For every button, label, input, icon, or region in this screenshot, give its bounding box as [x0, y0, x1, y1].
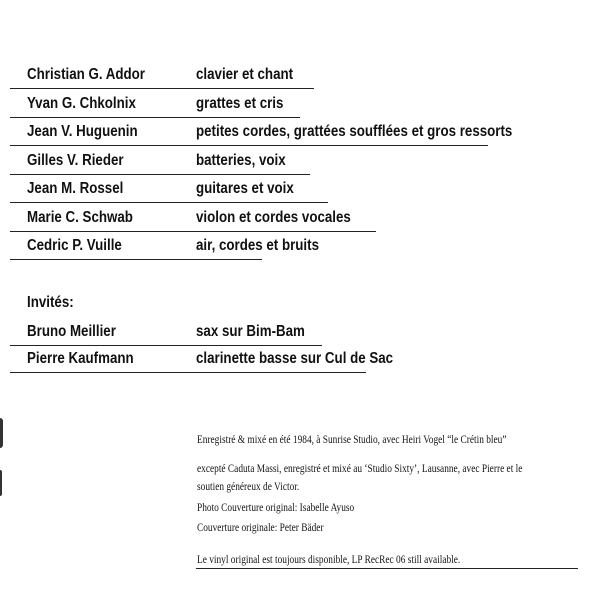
cover-credit: Couverture originale: Peter Bäder [197, 520, 324, 534]
member-role: clavier et chant [196, 66, 294, 83]
member-role: guitares et voix [196, 180, 294, 197]
exception-credit-line-1: excepté Caduta Massi, enregistré et mixé au ‘Studio Sixty’, Lausanne, avec Pierre et le [197, 461, 523, 475]
member-role: grattes et cris [196, 95, 284, 112]
underline-rule [10, 259, 262, 260]
underline-rule [10, 117, 300, 118]
underline-rule [10, 145, 488, 146]
guest-role: sax sur Bim-Bam [196, 323, 305, 340]
member-role: batteries, voix [196, 152, 286, 169]
member-role: petites cordes, grattées soufflées et gros ressorts [196, 123, 513, 140]
scan-edge-mark [0, 470, 2, 496]
member-name: Jean V. Huguenin [27, 123, 138, 140]
guest-role: clarinette basse sur Cul de Sac [196, 350, 394, 367]
member-name: Marie C. Schwab [27, 209, 133, 226]
exception-credit-line-2: soutien généreux de Victor. [197, 479, 300, 493]
underline-rule [10, 202, 328, 203]
scan-edge-mark [0, 418, 3, 448]
guest-name: Pierre Kaufmann [27, 350, 134, 367]
member-name: Gilles V. Rieder [27, 152, 124, 169]
recording-credit: Enregistré & mixé en été 1984, à Sunrise Studio, avec Heiri Vogel “le Crétin bleu” [197, 432, 507, 446]
member-name: Christian G. Addor [27, 66, 146, 83]
photo-credit: Photo Couverture original: Isabelle Ayuso [197, 500, 355, 514]
underline-rule [10, 174, 310, 175]
member-name: Cedric P. Vuille [27, 237, 122, 254]
member-name: Yvan G. Chkolnix [27, 95, 136, 112]
member-role: air, cordes et bruits [196, 237, 319, 254]
guests-heading: Invités: [27, 294, 74, 311]
underline-rule [10, 345, 322, 346]
vinyl-availability-note: Le vinyl original est toujours disponible, LP RecRec 06 still available. [197, 552, 461, 566]
underline-rule [10, 372, 366, 373]
member-name: Jean M. Rossel [27, 180, 124, 197]
guest-name: Bruno Meillier [27, 323, 116, 340]
underline-rule [10, 231, 376, 232]
underline-rule [10, 88, 314, 89]
underline-rule [196, 568, 578, 569]
member-role: violon et cordes vocales [196, 209, 351, 226]
